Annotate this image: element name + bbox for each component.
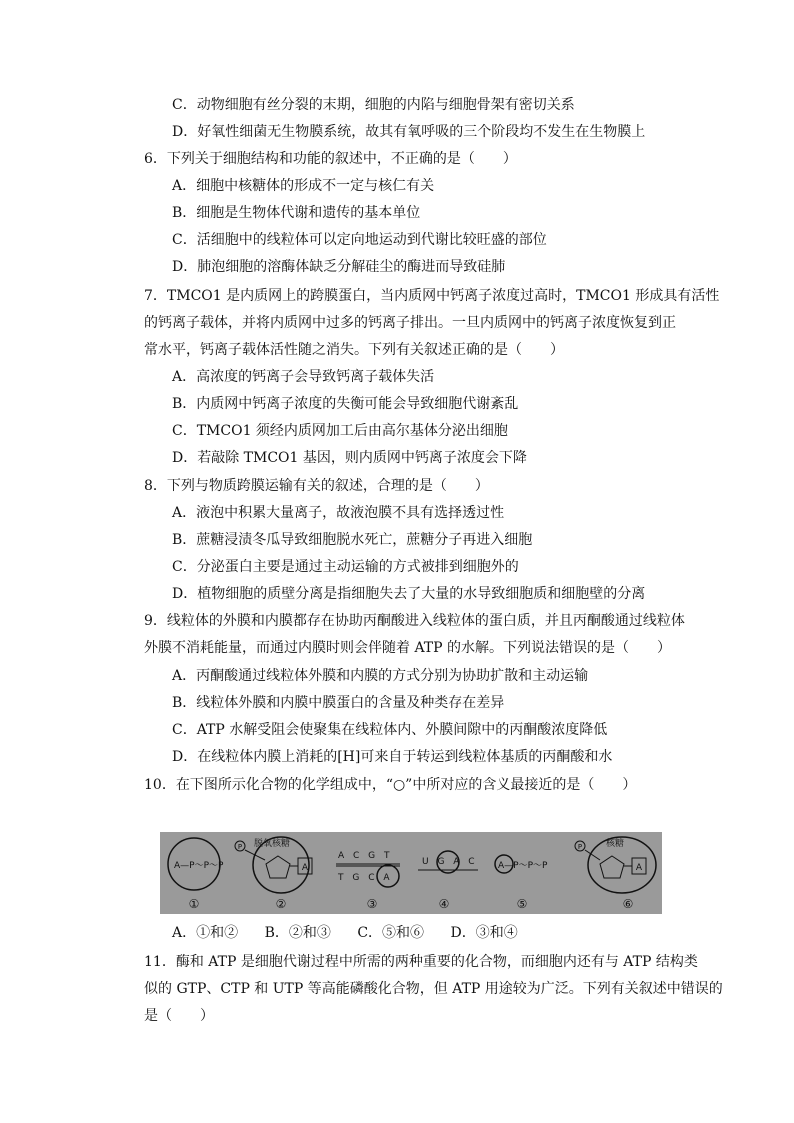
q7-stem-line1: 7．TMCO1 是内质网上的跨膜蛋白，当内质网中钙离子浓度过高时，TMCO1 形成具有活性 (144, 288, 720, 304)
q11-stem-line1: 11．酶和 ATP 是细胞代谢过程中所需的两种重要的化合物，而细胞内还有与 ATP 结构类 (144, 954, 698, 970)
q10-option-d: D．③和④ (450, 925, 518, 941)
q9-option-c: C．ATP 水解受阻会使聚集在线粒体内、外膜间隙中的丙酮酸浓度降低 (172, 722, 608, 738)
q10-stem: 10．在下图所示化合物的化学组成中，“○”中所对应的含义最接近的是（ ） (144, 777, 637, 793)
figure-5-number: ⑤ (516, 897, 528, 911)
figure-3-bottom-strand: T G C A (338, 873, 393, 883)
figure-6-base: A (635, 863, 643, 873)
figure-6-number: ⑥ (622, 897, 634, 911)
q10-option-b: B．②和③ (264, 925, 331, 941)
q9-stem-line2: 外膜不消耗能量，而通过内膜时则会伴随着 ATP 的水解。下列说法错误的是（ ） (144, 640, 672, 656)
figure-2-base: A (301, 863, 309, 873)
figure-4 (418, 851, 478, 911)
figure-5-label: A—P～P～P (498, 861, 548, 871)
q5-option-c: C．动物细胞有丝分裂的末期，细胞的内陷与细胞骨架有密切关系 (172, 97, 575, 113)
figure-3-top-strand: A C G T (338, 851, 393, 861)
q7-option-b: B．内质网中钙离子浓度的失衡可能会导致细胞代谢紊乱 (172, 396, 519, 412)
figure-1-number: ① (188, 897, 200, 911)
q7-option-d: D．若敲除 TMCO1 基因，则内质网中钙离子浓度会下降 (172, 450, 527, 466)
figure-3 (336, 851, 400, 911)
q8-option-c: C．分泌蛋白主要是通过主动运输的方式被排到细胞外的 (172, 559, 519, 575)
q9-option-d: D．在线粒体内膜上消耗的[H]可来自于转运到线粒体基质的丙酮酸和水 (172, 749, 613, 765)
q5-option-d: D．好氧性细菌无生物膜系统，故其有氧呼吸的三个阶段均不发生在生物膜上 (172, 124, 646, 140)
q7-option-a: A．高浓度的钙离子会导致钙离子载体失活 (172, 369, 435, 385)
q9-option-a: A．丙酮酸通过线粒体外膜和内膜的方式分别为协助扩散和主动运输 (172, 668, 589, 684)
q6-option-a: A．细胞中核糖体的形成不一定与核仁有关 (172, 178, 435, 194)
figure-4-number: ④ (438, 897, 450, 911)
figure-6-phosphate: P (577, 843, 583, 851)
q6-option-c: C．活细胞中的线粒体可以定向地运动到代谢比较旺盛的部位 (172, 232, 547, 248)
q7-option-c: C．TMCO1 须经内质网加工后由高尔基体分泌出细胞 (172, 423, 508, 439)
q10-option-a: A．①和② (172, 925, 239, 941)
figure-6 (575, 837, 656, 911)
figure-2-number: ② (275, 897, 287, 911)
figure-1 (168, 838, 224, 911)
figure-2 (235, 837, 312, 911)
q10-options (172, 923, 518, 943)
q8-option-a: A．液泡中积累大量离子，故液泡膜不具有选择透过性 (172, 505, 505, 521)
q6-option-b: B．细胞是生物体代谢和遗传的基本单位 (172, 205, 421, 221)
q7-stem-line3: 常水平，钙离子载体活性随之消失。下列有关叙述正确的是（ ） (144, 342, 564, 358)
figure-6-sugar-label: 核糖 (606, 839, 625, 849)
q10-compound-figure (160, 832, 662, 914)
figure-1-label: A—P～P～P (174, 861, 224, 871)
q6-stem: 6．下列关于细胞结构和功能的叙述中，不正确的是（ ） (144, 151, 517, 167)
q9-option-b: B．线粒体外膜和内膜中膜蛋白的含量及种类存在差异 (172, 695, 505, 711)
q8-option-d: D．植物细胞的质壁分离是指细胞失去了大量的水导致细胞质和细胞壁的分离 (172, 586, 646, 602)
q9-stem-line1: 9．线粒体的外膜和内膜都存在协助丙酮酸进入线粒体的蛋白质，并且丙酮酸通过线粒体 (144, 613, 685, 629)
q6-option-d: D．肺泡细胞的溶酶体缺乏分解硅尘的酶进而导致硅肺 (172, 259, 506, 275)
q8-option-b: B．蔗糖浸渍冬瓜导致细胞脱水死亡，蔗糖分子再进入细胞 (172, 532, 533, 548)
q8-stem: 8．下列与物质跨膜运输有关的叙述，合理的是（ ） (144, 478, 489, 494)
figure-3-number: ③ (366, 897, 378, 911)
q11-stem-line3: 是（ ） (144, 1008, 214, 1024)
q10-option-c: C．⑤和⑥ (357, 925, 425, 941)
figure-4-strand: U G A C (422, 857, 478, 867)
figure-2-sugar-label: 脱氧核糖 (254, 839, 291, 849)
q11-stem-line2: 似的 GTP、CTP 和 UTP 等高能磷酸化合物，但 ATP 用途较为广泛。下列有关叙述中错误的 (144, 981, 723, 997)
figure-2-phosphate: P (237, 843, 243, 851)
q7-stem-line2: 的钙离子载体，并将内质网中过多的钙离子排出。一旦内质网中的钙离子浓度恢复到正 (144, 315, 676, 331)
figure-5 (495, 855, 548, 911)
